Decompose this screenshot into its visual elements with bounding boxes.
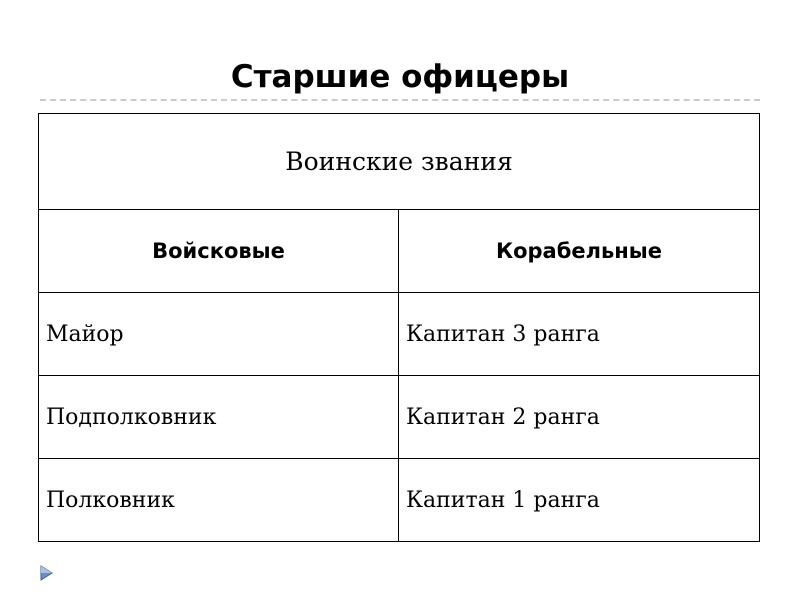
- table-cell: Капитан 3 ранга: [399, 293, 760, 376]
- table-row: [39, 376, 760, 459]
- table-caption-row: [39, 114, 760, 210]
- slide-title: Старшие офицеры: [230, 59, 570, 95]
- table-cell: Полковник: [39, 459, 399, 542]
- table-caption: Воинские звания: [39, 114, 760, 210]
- table-header-row: [39, 210, 760, 293]
- title-divider: [40, 99, 760, 101]
- table-cell: Капитан 1 ранга: [399, 459, 760, 542]
- table-cell: Майор: [39, 293, 399, 376]
- table-cell: Подполковник: [39, 376, 399, 459]
- table-row: [39, 293, 760, 376]
- play-arrow-icon[interactable]: [40, 565, 54, 581]
- table-cell: Капитан 2 ранга: [399, 376, 760, 459]
- ranks-table: [38, 113, 760, 542]
- column-header-army: Войсковые: [39, 210, 399, 293]
- column-header-navy: Корабельные: [399, 210, 760, 293]
- table-row: [39, 459, 760, 542]
